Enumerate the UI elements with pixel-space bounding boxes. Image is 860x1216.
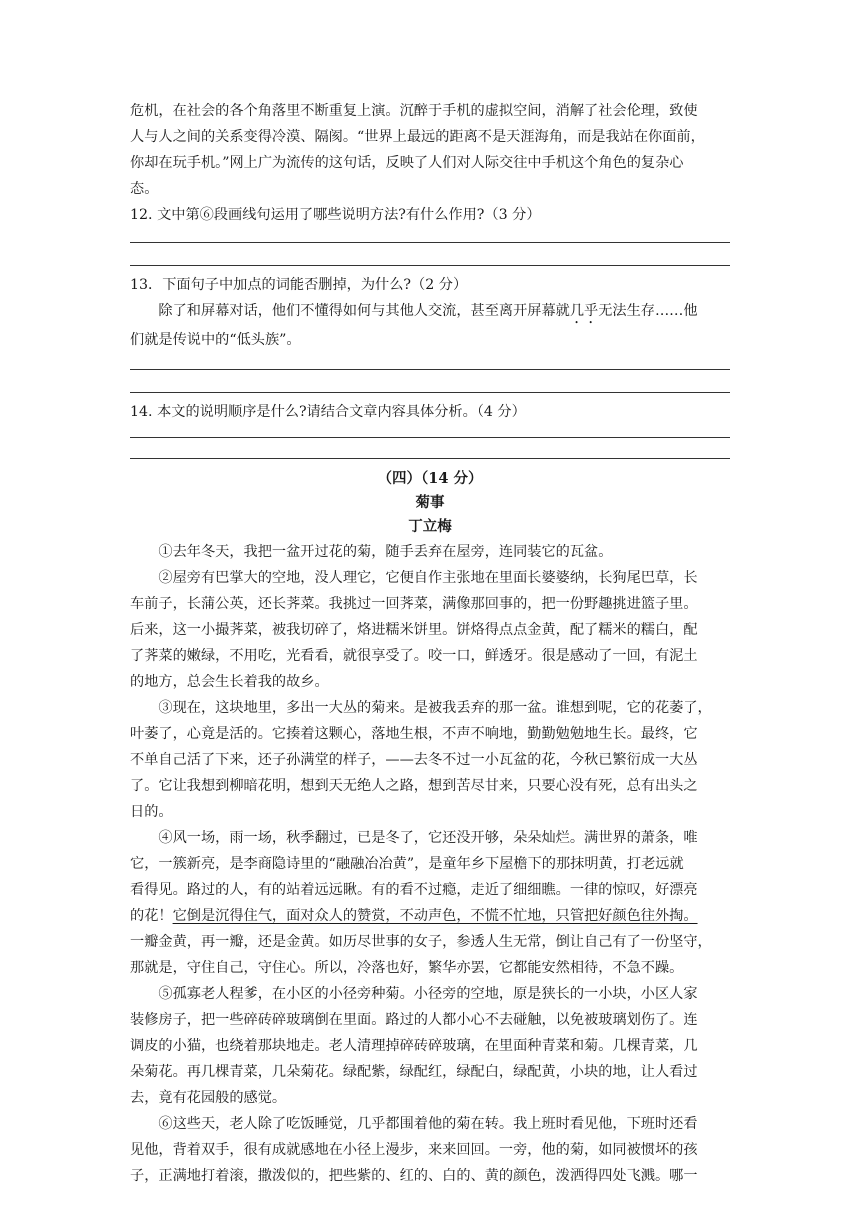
paragraph-2 — [130, 565, 730, 695]
text-line: 装修房子，把一些碎砖碎玻璃倒在里面。路过的人都小心不去碰触，以免被玻璃划伤了。连 — [130, 1012, 698, 1028]
question-13: 13．下面句子中加点的词能否删掉，为什么?（2 分） — [130, 277, 468, 293]
text-line: 它，一簇新亮，是李商隐诗里的“融融冶冶黄”，是童年乡下屋檐下的那抹明黄，打老远就 — [130, 856, 684, 872]
text-line: 一瓣金黄，再一瓣，还是金黄。如历尽世事的女子，参透人生无常，倒让自己有了一份坚守， — [130, 934, 712, 950]
text-line: ②屋旁有巴掌大的空地，没人理它，它便自作主张地在里面长婆婆纳，长狗尾巴草，长 — [158, 570, 698, 586]
text-line: 那就是，守住自己，守住心。所以，冷落也好，繁华亦罢，它都能安然相待，不急不躁。 — [130, 960, 684, 976]
question-13-quote-cont: 们就是传说中的“低头族”。 — [130, 332, 301, 348]
question-14: 14. 本文的说明顺序是什么?请结合文章内容具体分析。（4 分） — [130, 404, 526, 420]
text-line: ①去年冬天，我把一盆开过花的菊，随手丢弃在屋旁，连同装它的瓦盆。 — [158, 544, 613, 560]
text-line: 了。它让我想到柳暗花明，想到天无绝人之路，想到苦尽甘来，只要心没有死，总有出头之 — [130, 778, 698, 794]
text-segment: 的花！ — [130, 908, 173, 924]
text-line: 调皮的小猫，也绕着那块地走。老人清理掉碎砖碎玻璃，在里面种青菜和菊。几棵青菜，几 — [130, 1038, 698, 1054]
intro-paragraph — [130, 98, 730, 202]
paragraph-5 — [130, 981, 730, 1111]
text-line: ⑤孤寡老人程爹，在小区的小径旁种菊。小径旁的空地，原是狭长的一小块，小区人家 — [158, 986, 698, 1002]
text-line: 子，正满地打着滚，撒泼似的，把些紫的、红的、白的、黄的颜色，泼洒得四处飞溅。哪一 — [130, 1168, 698, 1184]
text-line: 了荠菜的嫩绿，不用吃，光看看，就很享受了。咬一口，鲜透牙。很是感动了一回，有泥土 — [130, 648, 698, 664]
text-line: 日的。 — [130, 804, 173, 820]
dotted-word: 几乎 — [569, 303, 599, 319]
paragraph-6 — [130, 1111, 730, 1189]
text-line: 人与人之间的关系变得冷漠、隔阂。“世界上最远的距离不是天涯海角，而是我站在你面前， — [130, 129, 705, 145]
text-line: 不单自己活了下来，还子孙满堂的样子，——去冬不过一小瓦盆的花，今秋已繁衍成一大丛 — [130, 752, 698, 768]
text-line: 危机，在社会的各个角落里不断重复上演。沉醉于手机的虚拟空间，消解了社会伦理，致使 — [130, 103, 698, 119]
text-line: ④风一场，雨一场，秋季翻过，已是冬了，它还没开够，朵朵灿烂。满世界的萧条，唯 — [158, 830, 698, 846]
quote-text: 除了和屏幕对话，他们不懂得如何与其他人交流，甚至离开屏幕就 — [158, 303, 570, 319]
question-12: 12. 文中第⑥段画线句运用了哪些说明方法?有什么作用?（3 分） — [130, 207, 541, 223]
text-line: 朵菊花。再几棵青菜，几朵菊花。绿配紫，绿配红，绿配白，绿配黄，小块的地，让人看过 — [130, 1064, 698, 1080]
text-line: 的地方，总会生长着我的故乡。 — [130, 674, 329, 690]
text-line: 叶萎了，心竟是活的。它揍着这颗心，落地生根，不声不响地，勤勤勉勉地生长。最终，它 — [130, 726, 698, 742]
article-title: 菊事 — [415, 494, 445, 511]
text-line: ③现在，这块地里，多出一大丛的菊来。是被我丢弃的那一盆。谁想到呢，它的花萎了， — [158, 700, 712, 716]
text-line: 去，竟有花园般的感觉。 — [130, 1090, 287, 1106]
article-author: 丁立梅 — [408, 518, 452, 535]
paragraph-3 — [130, 695, 730, 825]
quote-text: 无法生存……他 — [598, 303, 698, 319]
paragraph-4 — [130, 825, 730, 981]
question-13-quote — [130, 298, 730, 327]
text-line: 看得见。路过的人，有的站着远远瞅。有的看不过瘾，走近了细细瞧。一律的惊叹，好漂亮 — [130, 882, 698, 898]
text-line: 后来，这一小撮荠菜，被我切碎了，烙进糯米饼里。饼烙得点点金黄，配了糯米的糯白，配 — [130, 622, 698, 638]
text-line: 态。 — [130, 181, 159, 197]
text-line: 你却在玩手机。”网上广为流传的这句话，反映了人们对人际交往中手机这个角色的复杂心 — [130, 155, 684, 171]
text-line: 见他，背着双手，很有成就感地在小径上漫步，来来回回。一旁，他的菊，如同被惯坏的孩 — [130, 1142, 698, 1158]
text-line: 车前子，长蒲公英，还长荠菜。我挑过一回荠菜，满像那回事的，把一份野趣挑进篮子里。 — [130, 596, 698, 612]
paragraph-1 — [130, 539, 730, 565]
text-line — [130, 903, 730, 929]
document-page — [130, 98, 730, 1189]
section-header: （四）（14 分） — [377, 470, 483, 487]
text-line: ⑥这些天，老人除了吃饭睡觉，几乎都围着他的菊在转。我上班时看见他，下班时还看 — [158, 1116, 698, 1132]
underlined-sentence: 它倒是沉得住气，面对众人的赞赏，不动声色，不慌不忙地，只管把好颜色往外掏。 — [172, 908, 698, 924]
